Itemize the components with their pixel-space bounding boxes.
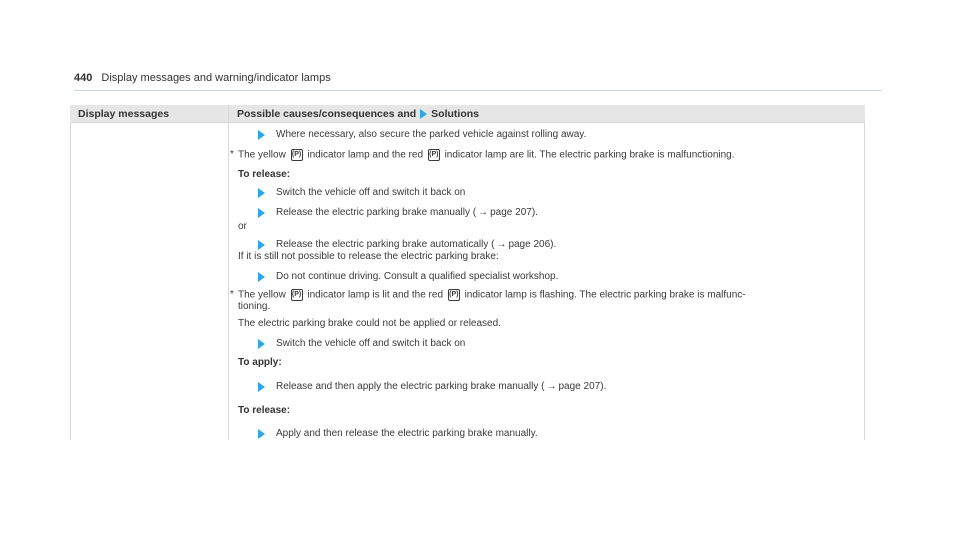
page-ref-arrow-icon: → xyxy=(496,239,507,250)
step-arrow-icon xyxy=(258,188,265,198)
page-reference: page 206). xyxy=(508,239,557,250)
header-rule xyxy=(74,90,882,91)
column-divider xyxy=(228,105,229,440)
step-item xyxy=(238,338,465,351)
step-text: Apply and then release the electric parking brake manually. xyxy=(276,428,538,439)
table-left-border xyxy=(70,122,71,440)
parking-brake-icon: (P) xyxy=(448,289,460,301)
step-arrow-icon xyxy=(258,208,265,218)
step-text: Release the electric parking brake manually ( xyxy=(276,207,477,218)
column-header-display-messages: Display messages xyxy=(78,108,170,120)
bullet-text: indicator lamp is lit and the red xyxy=(307,289,443,301)
step-arrow-icon xyxy=(258,382,265,392)
step-arrow-icon xyxy=(258,339,265,349)
step-item xyxy=(238,187,465,200)
sub-heading-release: To release: xyxy=(238,169,291,180)
bullet-continuation: The electric parking brake could not be applied or released. xyxy=(238,318,501,329)
bullet-continuation: tioning. xyxy=(238,301,271,312)
step-text: Do not continue driving. Consult a qualified specialist workshop. xyxy=(276,271,559,282)
bullet-symbol: * xyxy=(230,149,234,160)
column-header-causes xyxy=(237,108,479,120)
step-arrow-icon xyxy=(258,130,265,140)
step-item xyxy=(238,239,556,252)
step-continuation: If it is still not possible to release the electric parking brake: xyxy=(238,251,499,262)
parking-brake-icon: (P) xyxy=(291,149,303,161)
step-item xyxy=(238,129,586,142)
bullet-text: The yellow xyxy=(238,149,286,161)
step-item xyxy=(238,271,558,284)
parking-brake-icon: (P) xyxy=(428,149,440,161)
table-header-rule xyxy=(70,122,865,123)
page-reference: page 207). xyxy=(558,381,607,392)
table-header-row xyxy=(70,105,865,122)
step-text: Switch the vehicle off and switch it back on xyxy=(276,338,466,349)
bullet-item xyxy=(230,149,735,162)
arrow-right-icon xyxy=(420,109,427,119)
table-right-border xyxy=(864,122,865,440)
step-text: Release and then apply the electric parking brake manually ( xyxy=(276,381,545,392)
bullet-symbol: * xyxy=(230,289,234,300)
page-reference: page 207). xyxy=(490,207,538,218)
step-item xyxy=(238,428,538,441)
step-arrow-icon xyxy=(258,240,265,250)
bullet-text: indicator lamp and the red xyxy=(307,149,423,161)
or-text: or xyxy=(238,221,247,232)
page-ref-arrow-icon: → xyxy=(478,207,489,218)
parking-brake-icon: (P) xyxy=(291,289,303,301)
step-arrow-icon xyxy=(258,272,265,282)
sub-heading-release: To release: xyxy=(238,405,291,416)
step-item xyxy=(238,381,606,394)
sub-heading-apply: To apply: xyxy=(238,357,282,368)
column-header-solutions-label: Solutions xyxy=(431,108,480,120)
page-number: 440 xyxy=(74,72,93,84)
step-text: Switch the vehicle off and switch it back on xyxy=(276,187,466,198)
column-header-causes-label: Possible causes/consequences and xyxy=(237,108,417,120)
step-item xyxy=(238,207,538,220)
bullet-text: indicator lamp is flashing. The electric parking brake is malfunc- xyxy=(464,289,746,301)
page-title: Display messages and warning/indicator lamps xyxy=(101,72,331,84)
bullet-text: indicator lamp are lit. The electric parking brake is malfunctioning. xyxy=(444,149,735,161)
page-ref-arrow-icon: → xyxy=(546,381,557,392)
display-messages-table xyxy=(70,105,865,440)
step-text: Release the electric parking brake automatically ( xyxy=(276,239,495,250)
step-text: Where necessary, also secure the parked vehicle against rolling away. xyxy=(276,129,587,140)
bullet-text: The yellow xyxy=(238,289,286,301)
page-header xyxy=(74,72,331,84)
bullet-item xyxy=(230,289,746,302)
step-arrow-icon xyxy=(258,429,265,439)
